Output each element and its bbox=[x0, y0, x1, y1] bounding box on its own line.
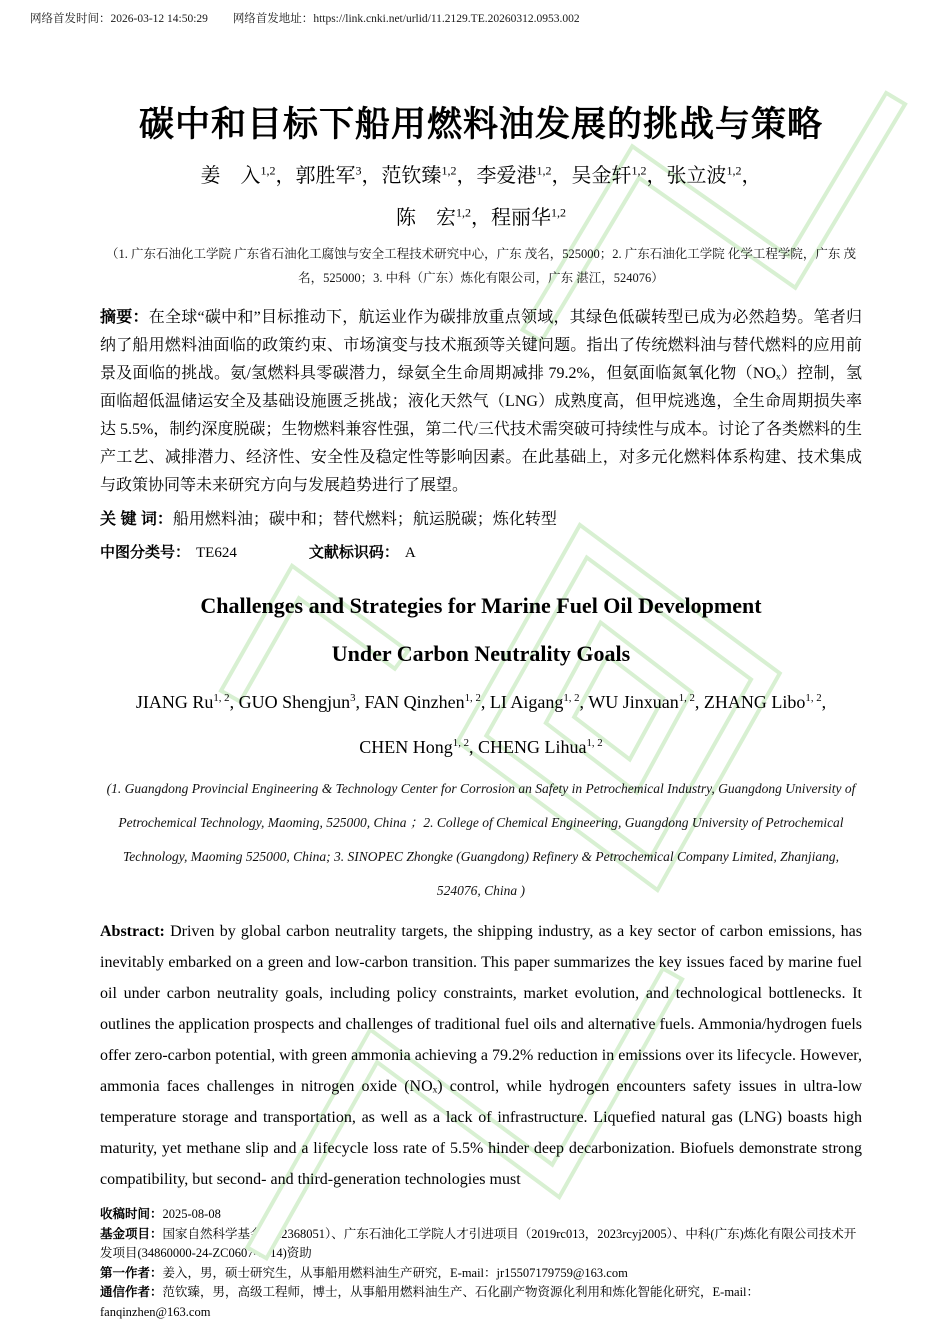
abstract-en-label: Abstract: bbox=[100, 923, 165, 940]
footnote-text: 姜入，男，硕士研究生，从事船用燃料油生产研究，E-mail：jr15507179759@163.com bbox=[162, 1265, 628, 1280]
author-en: LI Aigang$^{1, 2}$, bbox=[489, 692, 589, 712]
author-zh: 陈 宏$^{1,2}$， bbox=[396, 205, 491, 229]
publish-url-value: https://link.cnki.net/urlid/11.2129.TE.20260312.0953.002 bbox=[313, 13, 580, 25]
author-en: WU Jinxuan$^{1, 2}$, bbox=[588, 692, 704, 712]
publish-url-label: 网络首发地址： bbox=[232, 13, 314, 25]
footnote-label: 基金项目： bbox=[100, 1226, 163, 1241]
authors-en-line1 bbox=[100, 690, 862, 715]
footnote-text: 国家自然科学基金（22368051）、广东石油化工学院人才引进项目（2019rc013，2023rcyj2005）、中科(广东)炼化有限公司技术开发项目(34860000-24-ZC0607-0014)资助 bbox=[100, 1226, 857, 1260]
keywords-zh-text: 船用燃料油；碳中和；替代燃料；航运脱碳；炼化转型 bbox=[172, 511, 557, 528]
title-en-line2: Under Carbon Neutrality Goals bbox=[331, 641, 631, 666]
keywords-zh bbox=[100, 506, 862, 534]
author-zh: 程丽华$^{1,2}$ bbox=[491, 205, 566, 229]
author-zh: 李爱港$^{1,2}$， bbox=[476, 163, 572, 187]
author-en: ZHANG Libo$^{1, 2}$, bbox=[703, 692, 827, 712]
clc-value: TE624 bbox=[196, 545, 237, 561]
author-en: FAN Qinzhen$^{1, 2}$, bbox=[364, 692, 490, 712]
footnote-label: 收稿时间： bbox=[100, 1207, 163, 1221]
author-en: CHENG Lihua$^{1, 2}$ bbox=[478, 737, 603, 757]
footnote-received bbox=[100, 1205, 862, 1225]
affiliation-zh: （1. 广东石油化工学院 广东省石油化工腐蚀与安全工程技术研究中心，广东 茂名，525000；2. 广东石油化工学院 化学工程学院，广东 茂名，525000；3. 中科（广东）炼化有限公司，广东 湛江，524076） bbox=[105, 247, 856, 285]
author-zh: 吴金轩$^{1,2}$， bbox=[571, 163, 667, 187]
doc-code-value: A bbox=[404, 545, 416, 561]
online-first-header bbox=[30, 10, 580, 26]
abstract-zh-text: 在全球“碳中和”目标推动下，航运业作为碳排放重点领域，其绿色低碳转型已成为必然趋势。笔者归纳了船用燃料油面临的政策约束、市场演变与技术瓶颈等关键问题。指出了传统燃料油与替代燃料的应用前景及面临的挑战。氨/氢燃料具零碳潜力，绿氨全生命周期减排 79.2%，但氨面临氮氧化物（NOₓ）控制，氢面临超低温储运安全及基础设施匮乏挑战；液化天然气（LNG）成熟度高，但甲烷逃逸，全生命周期损失率达 5.5%，制约深度脱碳；生物燃料兼容性强，第二代/三代技术需突破可持续性与成本。讨论了各类燃料的生产工艺、减排潜力、经济性、安全性及稳定性等影响因素。在此基础上，对多元化燃料体系构建、技术集成与政策协同等未来研究方向与发展趋势进行了展望。 bbox=[100, 309, 862, 494]
abstract-zh-label: 摘要： bbox=[100, 309, 149, 326]
author-zh: 范钦臻$^{1,2}$， bbox=[381, 163, 477, 187]
abstract-zh bbox=[100, 304, 862, 500]
affiliation-en: (1. Guangdong Provincial Engineering & Technology Center for Corrosion an Safety in Petrochemical Industry, Guangdong University of Petrochemical Technology, Maoming, 525000, China ；2. College of Chemical Engineering, Guangdong University of Petrochemical Technology, Maoming 525000, China; 3. SINOPEC Zhongke (Guangdong) Refinery & Petrochemical Company Limited, Zhanjiang, 524076, China ) bbox=[106, 781, 856, 898]
abstract-en-text: Driven by global carbon neutrality targets, the shipping industry, as a key sector of carbon emissions, has inevitably embarked on a green and low-carbon transition. This paper summarizes the key issues faced by marine fuel oil under carbon neutrality goals, including policy constraints, market evolution, and technological bottlenecks. It outlines the application prospects and challenges of traditional fuel oils and alternative fuels. Ammonia/hydrogen fuels offer zero-carbon potential, with green ammonia achieving a 79.2% reduction in emissions over its lifecycle. However, ammonia faces challenges in nitrogen oxide (NOₓ) control, while hydrogen encounters safety issues in ultra-low temperature storage and transportation, as well as a lack of infrastructure. Liquefied natural gas (LNG) boasts high maturity, yet methane slip and a lifecycle loss rate of 5.5% hinder deep decarbonization. Biofuels demonstrate strong compatibility, but second- and third-generation technologies must bbox=[100, 923, 862, 1188]
author-zh: 张立波$^{1,2}$， bbox=[666, 163, 762, 187]
footnote-text: 范钦臻，男，高级工程师，博士，从事船用燃料油生产、石化副产物资源化利用和炼化智能化研究，E-mail：fanqinzhen@163.com bbox=[100, 1285, 760, 1319]
abstract-en bbox=[100, 916, 862, 1195]
footnote-label: 第一作者： bbox=[100, 1265, 163, 1280]
publish-time-label: 网络首发时间： bbox=[30, 13, 111, 25]
authors-zh-line2 bbox=[100, 204, 862, 232]
footnote-block bbox=[100, 1205, 862, 1322]
classification-line bbox=[100, 542, 862, 564]
footnote-first-author bbox=[100, 1264, 862, 1284]
title-zh: 碳中和目标下船用燃料油发展的挑战与策略 bbox=[138, 105, 823, 144]
author-zh: 姜 入$^{1,2}$， bbox=[200, 163, 296, 187]
author-en: GUO Shengjun$^3$, bbox=[238, 692, 365, 712]
footnote-corresponding-author bbox=[100, 1283, 862, 1322]
author-en: JIANG Ru$^{1, 2}$, bbox=[135, 692, 239, 712]
title-en-line1: Challenges and Strategies for Marine Fuel Oil Development bbox=[200, 593, 762, 618]
paper-body bbox=[0, 104, 950, 1195]
doc-code-label: 文献标识码： bbox=[308, 544, 399, 561]
footnote-text: 2025-08-08 bbox=[162, 1207, 221, 1221]
authors-en-line2 bbox=[100, 735, 862, 760]
clc-label: 中图分类号： bbox=[100, 544, 191, 561]
author-en: CHEN Hong$^{1, 2}$, bbox=[359, 737, 478, 757]
title-en bbox=[100, 582, 862, 678]
publish-time-value: 2026-03-12 14:50:29 bbox=[110, 13, 208, 25]
footnote-label: 通信作者： bbox=[100, 1285, 163, 1299]
authors-zh-line1 bbox=[100, 162, 862, 190]
keywords-zh-label: 关 键 词： bbox=[100, 511, 173, 528]
author-zh: 郭胜军$^3$， bbox=[295, 163, 382, 187]
footnote-funding bbox=[100, 1225, 862, 1264]
